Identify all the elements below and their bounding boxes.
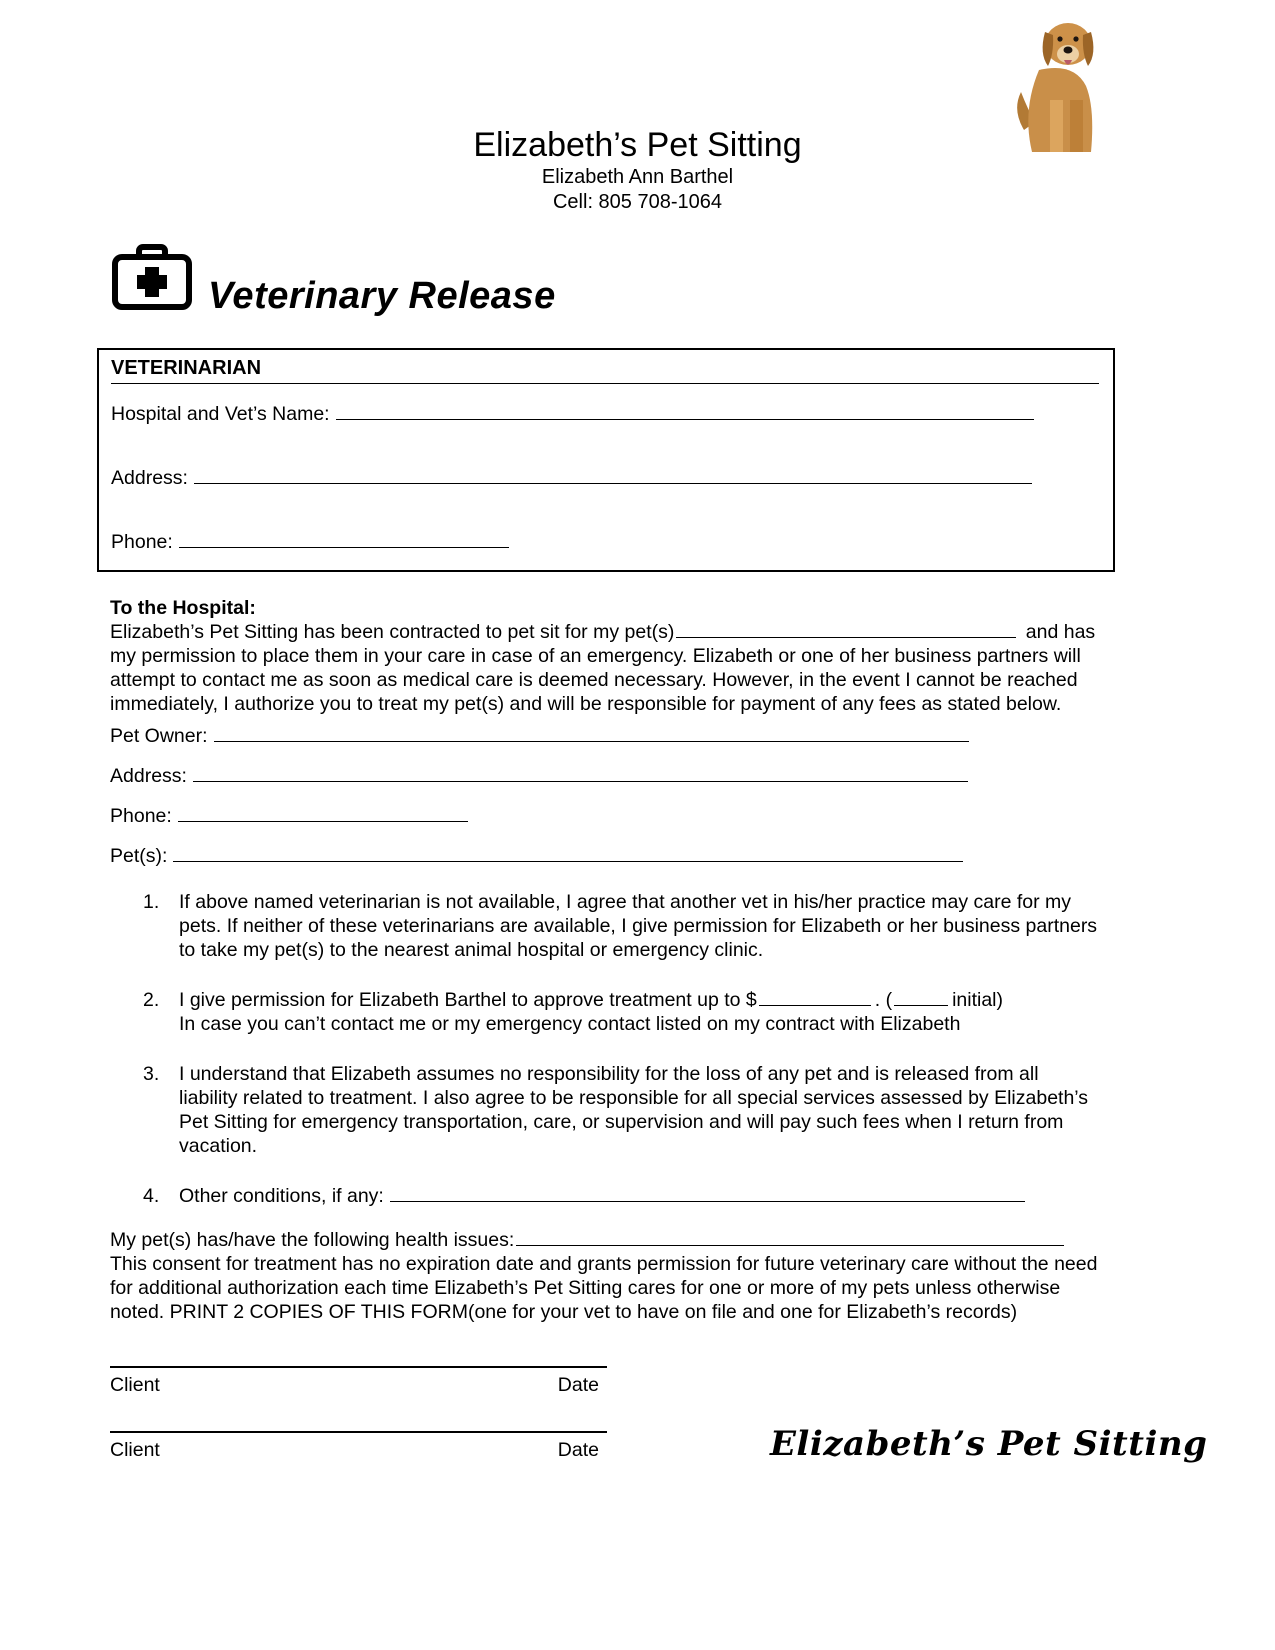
pets-field[interactable] (173, 858, 963, 862)
owner-address-row (110, 764, 1275, 788)
owner-phone-label: Phone: (110, 805, 172, 827)
pet-owner-label: Pet Owner: (110, 725, 208, 747)
signature-labels-1 (110, 1373, 607, 1397)
pet-owner-row (110, 724, 1275, 748)
vet-phone-label: Phone: (111, 531, 173, 553)
owner-name: Elizabeth Ann Barthel (541, 166, 734, 188)
term-1-text: If above named veterinarian is not available, I agree that another vet in his/her practice may care for my pets. If neither of these veterinarians are available, I give permission for Elizabeth or her business partners to take my pet(s) to the nearest animal hospital or emergency clinic. (179, 891, 1098, 961)
vet-address-row (111, 466, 1099, 490)
signature-labels-2 (110, 1438, 607, 1462)
term-2-number: 2. (143, 989, 160, 1011)
dog-illustration (1012, 8, 1110, 154)
hospital-name-row (111, 402, 1099, 426)
term-2-line2: In case you can’t contact me or my emergency contact listed on my contract with Elizabeth (179, 1013, 961, 1035)
vet-address-label: Address: (111, 467, 188, 489)
term-2-after-amount: . ( (874, 989, 893, 1011)
term-4-text (179, 1184, 1101, 1208)
treatment-amount-field[interactable] (759, 1002, 871, 1006)
term-1-number: 1. (143, 891, 160, 913)
health-issues-label: My pet(s) has/have the following health issues: (110, 1229, 515, 1251)
client-label-2: Client (110, 1439, 160, 1461)
hospital-name-label: Hospital and Vet’s Name: (111, 403, 330, 425)
vet-phone-field[interactable] (179, 544, 509, 548)
veterinarian-heading: VETERINARIAN (111, 356, 1099, 384)
health-issues-row (110, 1228, 1112, 1252)
pets-name-field[interactable] (676, 634, 1016, 638)
veterinarian-section (97, 348, 1115, 572)
term-4 (143, 1184, 1101, 1208)
intro-text-before: Elizabeth’s Pet Sitting has been contracted to pet sit for my pet(s) (110, 621, 675, 643)
cell-phone: Cell: 805 708-1064 (552, 191, 722, 213)
intro-text-after: and has my permission to place them in your care in case of an emergency. Elizabeth or one of her business partners will attempt to contact me as soon as medical care is deemed necessary. However, in the event I cannot be reached immediately, I authorize you to treat my pet(s) and will be responsible for payment of any fees as stated below. (110, 621, 1096, 715)
vet-address-field[interactable] (194, 480, 1032, 484)
other-conditions-label: Other conditions, if any: (179, 1185, 384, 1207)
other-conditions-field[interactable] (390, 1198, 1025, 1202)
hospital-name-field[interactable] (336, 416, 1034, 420)
owner-phone-row (110, 804, 1275, 828)
pets-label: Pet(s): (110, 845, 168, 867)
pet-owner-field[interactable] (214, 738, 969, 742)
term-3 (143, 1062, 1101, 1158)
footer-script-logo: Elizabeth’s Pet Sitting (770, 1424, 1208, 1464)
signature-block-1 (110, 1366, 607, 1397)
term-1 (143, 890, 1101, 962)
client-signature-line-1[interactable] (110, 1366, 607, 1368)
term-3-number: 3. (143, 1063, 160, 1085)
form-title-row (112, 244, 1275, 316)
signature-block-2 (110, 1431, 607, 1462)
form-title: Veterinary Release (208, 275, 556, 317)
owner-phone-field[interactable] (178, 818, 468, 822)
golden-retriever-photo (1012, 8, 1110, 154)
consent-paragraph: This consent for treatment has no expiration date and grants permission for future veterinary care without the need for additional authorization each time Elizabeth’s Pet Sitting cares for one or more of my pets unless otherwise noted. PRINT 2 COPIES OF THIS FORM(one for your vet to have on file and one for Elizabeth’s records) (110, 1253, 1098, 1323)
to-hospital-paragraph (110, 620, 1112, 716)
owner-address-field[interactable] (193, 778, 968, 782)
initial-field[interactable] (894, 1002, 948, 1006)
pets-row (110, 844, 1275, 868)
health-issues-field[interactable] (516, 1242, 1064, 1246)
term-3-text: I understand that Elizabeth assumes no responsibility for the loss of any pet and is released from all liability related to treatment. I also agree to be responsible for all special services assessed by Elizabeth’s Pet Sitting for emergency transportation, care, or supervision and will pay such fees when I return from vacation. (179, 1063, 1089, 1157)
vet-phone-row (111, 530, 1099, 554)
owner-address-label: Address: (110, 765, 187, 787)
term-2-after-initial: initial) (952, 989, 1004, 1011)
business-name: Elizabeth’s Pet Sitting (473, 126, 802, 164)
first-aid-kit-icon (112, 244, 192, 316)
term-2-text (179, 988, 1101, 1036)
date-label-2: Date (557, 1439, 599, 1461)
terms-list (143, 890, 1101, 1208)
term-4-number: 4. (143, 1185, 160, 1207)
term-2-before-amount: I give permission for Elizabeth Barthel to approve treatment up to $ (179, 989, 757, 1011)
to-hospital-heading: To the Hospital: (110, 597, 256, 619)
client-label-1: Client (110, 1374, 160, 1396)
term-2 (143, 988, 1101, 1036)
date-label-1: Date (557, 1374, 599, 1396)
client-signature-line-2[interactable] (110, 1431, 607, 1433)
